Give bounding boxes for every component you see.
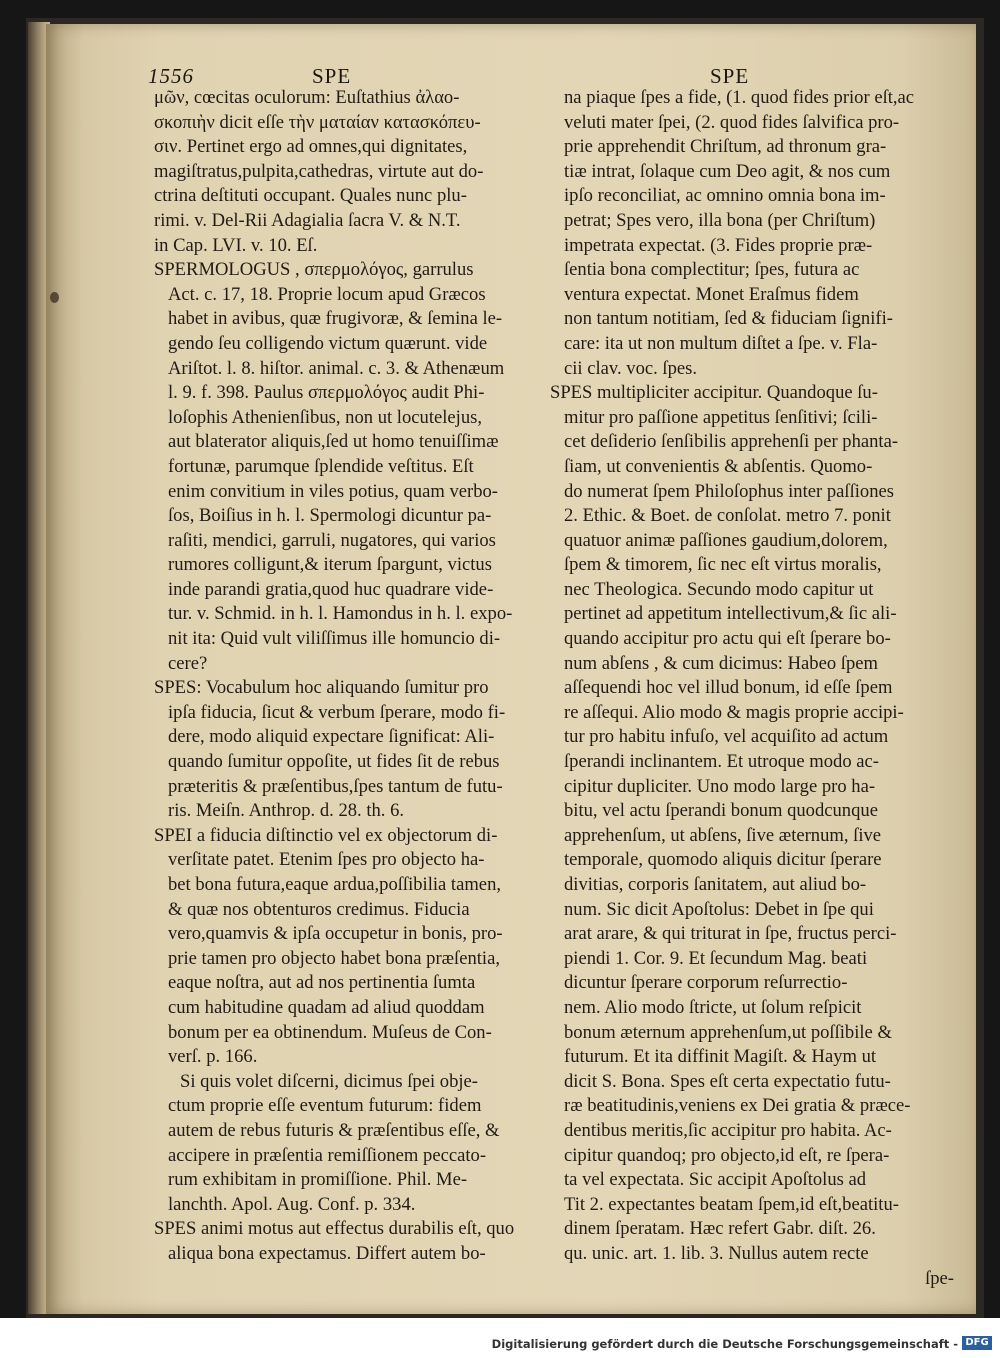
running-head-right: SPE xyxy=(710,64,750,88)
text-line: qu. unic. art. 1. lib. 3. Nullus autem recte xyxy=(564,1242,869,1264)
text-line: care: ita ut non multum diſtet a ſpe. v. Fla- xyxy=(564,332,878,354)
text-line: loſophis Athenienſibus, non ut locutelejus, xyxy=(168,406,483,428)
text-line: accipere in præſentia remiſſionem peccato- xyxy=(168,1144,487,1166)
text-line: rumores colligunt,& iterum ſpargunt, victus xyxy=(168,554,492,576)
text-line: prie apprehendit Chriſtum, ad thronum gra- xyxy=(564,136,887,158)
text-line: cipitur quandoq; pro objecto,id eſt, re ſpera- xyxy=(564,1144,890,1166)
text-line: Si quis volet diſcerni, dicimus ſpei obje- xyxy=(180,1070,478,1092)
text-line: cum habitudine quadam ad aliud quoddam xyxy=(168,996,485,1018)
running-head-left: SPE xyxy=(312,64,352,88)
text-line: futurum. Et ita diffinit Magiſt. & Haym ut xyxy=(564,1046,877,1068)
text-line: ventura expectat. Monet Eraſmus fidem xyxy=(564,283,859,305)
text-line: Tit 2. expectantes beatam ſpem,id eſt,beatitu- xyxy=(564,1193,899,1215)
text-line: dinem ſperatam. Hæc refert Gabr. diſt. 26. xyxy=(564,1218,876,1240)
text-line: cii clav. voc. ſpes. xyxy=(564,357,698,379)
text-line: ta vel expectata. Sic accipit Apoſtolus ad xyxy=(564,1169,867,1191)
left-text-column xyxy=(154,86,546,1267)
text-line: ctrina deſtituti occupant. Quales nunc plu- xyxy=(154,185,467,207)
text-line: ris. Meiſn. Anthrop. d. 28. th. 6. xyxy=(168,800,405,822)
text-line: inde parandi gratia,quod huc quadrare vide- xyxy=(168,578,494,600)
text-line: num. Sic dicit Apoſtolus: Debet in ſpe qui xyxy=(564,898,874,920)
text-line: quando ſumitur oppoſite, ut fides ſit de rebus xyxy=(168,751,500,773)
text-line: Act. c. 17, 18. Proprie locum apud Græcos xyxy=(168,283,486,305)
text-line: σιν. Pertinet ergo ad omnes,qui dignitates, xyxy=(154,136,468,158)
text-line: na piaque ſpes a fide, (1. quod fides prior eſt,ac xyxy=(564,87,915,108)
text-line: temporale, quomodo aliquis dicitur ſperare xyxy=(564,849,882,871)
catchword: ſpe- xyxy=(925,1267,954,1289)
text-line: dicuntur ſperare corporum reſurrectio- xyxy=(564,972,848,994)
text-line: raſiti, mendici, garruli, nugatores, qui varios xyxy=(168,529,496,551)
text-line: in Cap. LVI. v. 10. Eſ. xyxy=(154,234,318,256)
dfg-logo: DFG xyxy=(962,1336,992,1350)
text-line: bonum æternum apprehenſum,ut poſſibile & xyxy=(564,1021,892,1043)
text-line: & quæ nos obtenturos credimus. Fiducia xyxy=(168,898,470,920)
text-line: fortunæ, parumque ſplendide veſtitus. Eſt xyxy=(168,455,474,477)
text-line: ſperandi inclinantem. Et utroque modo ac- xyxy=(564,751,879,773)
text-line: aſſequendi hoc vel illud bonum, id eſſe ſpem xyxy=(564,677,893,699)
text-line: cere? xyxy=(168,652,208,674)
text-line: cipitur dupliciter. Uno modo large pro ha- xyxy=(564,775,876,797)
text-line: bitu, vel actu ſperandi bonum quodcunque xyxy=(564,800,878,822)
text-line: apprehenſum, ut abſens, ſive æternum, ſive xyxy=(564,824,882,846)
text-line: aliqua bona expectamus. Differt autem bo- xyxy=(168,1242,486,1264)
text-line: petrat; Spes vero, illa bona (per Chriſtum) xyxy=(564,209,876,231)
text-line: l. 9. f. 398. Paulus σπερμολόγος audit Phi- xyxy=(168,382,485,404)
text-line: quando accipitur pro actu qui eſt ſperare bo- xyxy=(564,628,891,650)
text-line: arat arare, & qui triturat in ſpe, fructus perci- xyxy=(564,923,897,945)
text-line: aut blaterator aliquis,ſed ut homo tenuiſſimæ xyxy=(168,431,499,453)
text-line: ſiam, ut convenientis & abſentis. Quomo- xyxy=(564,455,873,477)
entry-heading-line: SPES: Vocabulum hoc aliquando ſumitur pro xyxy=(154,677,489,699)
text-line: tur. v. Schmid. in h. l. Hamondus in h. l. expo- xyxy=(168,603,513,625)
text-line: quatuor animæ paſſiones gaudium,dolorem, xyxy=(564,529,888,551)
text-line: veluti mater ſpei, (2. quod fides ſalvifica pro- xyxy=(564,111,900,133)
text-line: prie tamen pro objecto habet bona præſentia, xyxy=(168,947,500,969)
text-line: Ariſtot. l. 8. hiſtor. animal. c. 3. & Athenæum xyxy=(168,357,505,379)
text-line: σκοπιὴν dicit eſſe τὴν ματαίαν κατασκόπευ- xyxy=(154,111,481,133)
entry-heading-line: SPES multipliciter accipitur. Quandoque ſu- xyxy=(550,382,878,404)
text-line: dentibus meritis,ſic accipitur pro habita. Ac- xyxy=(564,1119,892,1141)
text-line: ræ beatitudinis,veniens ex Dei gratia & præce- xyxy=(564,1095,911,1117)
entry-heading-line: SPES animi motus aut effectus durabilis eſt, quo xyxy=(154,1218,515,1240)
text-line: 2. Ethic. & Boet. de conſolat. metro 7. ponit xyxy=(564,505,891,527)
text-line: re aſſequi. Alio modo & magis proprie accipi- xyxy=(564,701,904,723)
text-line: ipſo reconciliat, ac omnino omnia bona im- xyxy=(564,185,886,207)
text-line: rum exhibitam in promiſſione. Phil. Me- xyxy=(168,1169,468,1191)
text-line: ctum proprie eſſe eventum futurum: fidem xyxy=(168,1095,482,1117)
footer-bar xyxy=(0,1318,1000,1358)
right-text-column xyxy=(550,86,954,1291)
text-line: eaque noſtra, aut ad nos pertinentia ſumta xyxy=(168,972,476,994)
text-line: magiſtratus,pulpita,cathedras, virtute aut do- xyxy=(154,160,484,182)
text-line: cet deſiderio ſenſibilis apprehenſi per phanta- xyxy=(564,431,899,453)
text-line: nec Theologica. Secundo modo capitur ut xyxy=(564,578,874,600)
text-line: gendo ſeu colligendo victum quærunt. vide xyxy=(168,332,488,354)
text-line: tur pro habitu infuſo, vel acquiſito ad actum xyxy=(564,726,889,748)
book-page xyxy=(46,24,976,1314)
text-line: verſ. p. 166. xyxy=(168,1046,258,1068)
page-number: 1556 xyxy=(148,64,194,88)
text-line: enim convitium in viles potius, quam verbo- xyxy=(168,480,498,502)
text-line: pertinet ad appetitum intellectivum,& ſic ali- xyxy=(564,603,897,625)
text-line: habet in avibus, quæ frugivoræ, & ſemina le- xyxy=(168,308,503,330)
text-line: ſos, Boiſius in h. l. Spermologi dicuntur pa- xyxy=(168,505,492,527)
ink-spot xyxy=(50,292,59,303)
text-line: vero,quamvis & ipſa occupetur in bonis, pro- xyxy=(168,923,503,945)
text-line: tiæ intrat, ſolaque cum Deo agit, & nos cum xyxy=(564,160,891,182)
text-line: bonum per ea obtinendum. Muſeus de Con- xyxy=(168,1021,492,1043)
text-line: verſitate patet. Etenim ſpes pro objecto ha- xyxy=(168,849,485,871)
text-line: lanchth. Apol. Aug. Conf. p. 334. xyxy=(168,1193,416,1215)
text-line: rimi. v. Del-Rii Adagialia ſacra V. & N.T. xyxy=(154,209,461,231)
text-line: autem de rebus futuris & præſentibus eſſe, & xyxy=(168,1119,500,1141)
text-line: nit ita: Quid vult viliſſimus ille homuncio di- xyxy=(168,628,501,650)
text-line: non tantum notitiam, ſed & fiduciam ſignifi- xyxy=(564,308,893,330)
text-line: piendi 1. Cor. 9. Et ſecundum Mag. beati xyxy=(564,947,868,969)
text-line: ipſa fiducia, ſicut & verbum ſperare, modo fi- xyxy=(168,701,506,723)
text-line: ſpem & timorem, ſic nec eſt virtus moralis, xyxy=(564,554,882,576)
text-line: ſentia bona complectitur; ſpes, futura ac xyxy=(564,259,860,281)
text-line: dicit S. Bona. Spes eſt certa expectatio futu- xyxy=(564,1070,891,1092)
text-line: impetrata expectat. (3. Fides proprie præ- xyxy=(564,234,873,256)
entry-heading-line: SPERMOLOGUS , σπερμολόγος, garrulus xyxy=(154,259,474,281)
text-line: divitias, corporis ſanitatem, aut aliud bo- xyxy=(564,874,867,895)
entry-heading-line: SPEI a fiducia diſtinctio vel ex objectorum di- xyxy=(154,824,498,846)
text-line: bet bona futura,eaque ardua,poſſibilia tamen, xyxy=(168,874,502,895)
text-line: nem. Alio modo ſtricte, ut ſolum reſpicit xyxy=(564,996,862,1018)
text-line: do numerat ſpem Philoſophus inter paſſiones xyxy=(564,480,894,502)
text-line: dere, modo aliquid expectare ſignificat: Ali- xyxy=(168,726,495,748)
text-line: mitur pro paſſione appetitus ſenſitivi; ſcili- xyxy=(564,406,878,428)
text-line: num abſens , & cum dicimus: Habeo ſpem xyxy=(564,652,878,674)
funding-credit: Digitalisierung gefördert durch die Deutsche Forschungsgemeinschaft - xyxy=(491,1337,958,1351)
text-line: μῶν, cœcitas oculorum: Euſtathius ἀλαο- xyxy=(154,87,460,108)
text-line: præteritis & præſentibus,ſpes tantum de futu- xyxy=(168,775,503,797)
